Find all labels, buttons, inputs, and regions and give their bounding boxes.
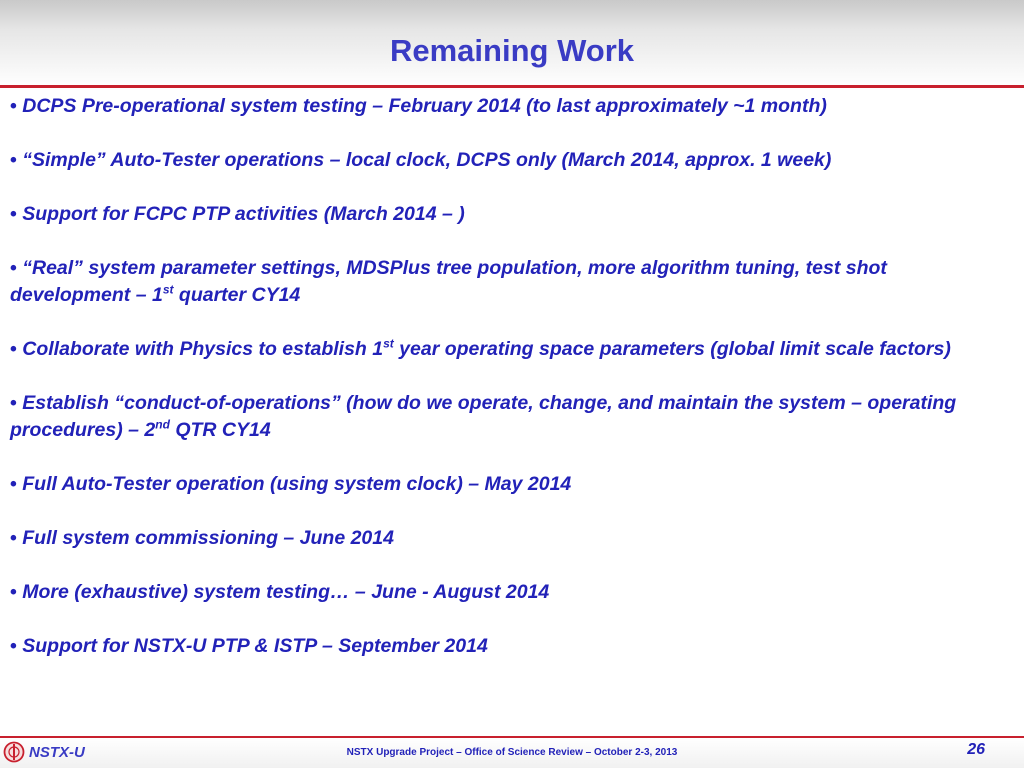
bullet-marker: •: [10, 527, 17, 549]
bullet-marker: •: [10, 581, 17, 603]
bullet-text-tail: year operating space parameters (global limit scale factors): [393, 338, 951, 360]
bullet-item: [10, 390, 1010, 444]
bullet-text: Establish “conduct-of-operations” (how do we operate, change, and maintain the system – operating procedures) – 2: [10, 392, 957, 441]
ordinal-suffix: st: [383, 336, 394, 351]
bullet-item: [10, 147, 1010, 174]
bullet-marker: •: [10, 338, 17, 360]
bullet-text: “Simple” Auto-Tester operations – local clock, DCPS only (March 2014, approx. 1 week): [16, 149, 832, 171]
bullet-text: Full system commissioning – June 2014: [16, 527, 394, 549]
bullet-text-tail: quarter CY14: [173, 284, 301, 306]
bullet-marker: •: [10, 392, 17, 414]
bullet-item: [10, 525, 1010, 552]
bullet-marker: •: [10, 635, 17, 657]
title-divider: [0, 85, 1024, 88]
bullet-marker: •: [10, 473, 17, 495]
footer-caption: NSTX Upgrade Project – Office of Science Review – October 2-3, 2013: [346, 747, 678, 758]
bullet-list: [10, 93, 1010, 687]
bullet-marker: •: [10, 149, 17, 171]
bullet-item: [10, 255, 1010, 309]
bullet-marker: •: [10, 203, 17, 225]
page-number: 26: [967, 741, 985, 758]
bullet-marker: •: [10, 257, 17, 279]
bullet-item: [10, 471, 1010, 498]
ordinal-suffix: st: [162, 282, 174, 297]
bullet-item: [10, 201, 1010, 228]
bullet-item: [10, 336, 1010, 363]
bullet-text-tail: QTR CY14: [169, 419, 271, 441]
bullet-text: DCPS Pre-operational system testing – February 2014 (to last approximately ~1 month): [16, 95, 827, 117]
bullet-marker: •: [10, 95, 17, 117]
bullet-text: Support for NSTX-U PTP & ISTP – September 2014: [16, 635, 488, 657]
bullet-item: [10, 579, 1010, 606]
bullet-text: Support for FCPC PTP activities (March 2014 – ): [16, 203, 465, 225]
bullet-text: Full Auto-Tester operation (using system clock) – May 2014: [16, 473, 572, 495]
bullet-item: [10, 93, 1010, 120]
bullet-text: “Real” system parameter settings, MDSPlus tree population, more algorithm tuning, test shot development – 1: [10, 257, 887, 306]
bullet-item: [10, 633, 1010, 660]
bullet-text: Collaborate with Physics to establish 1: [16, 338, 384, 360]
slide-title: Remaining Work: [389, 33, 635, 68]
ordinal-suffix: nd: [155, 417, 170, 432]
logo-text: NSTX-U: [29, 743, 85, 761]
bullet-text: More (exhaustive) system testing… – June - August 2014: [16, 581, 550, 603]
